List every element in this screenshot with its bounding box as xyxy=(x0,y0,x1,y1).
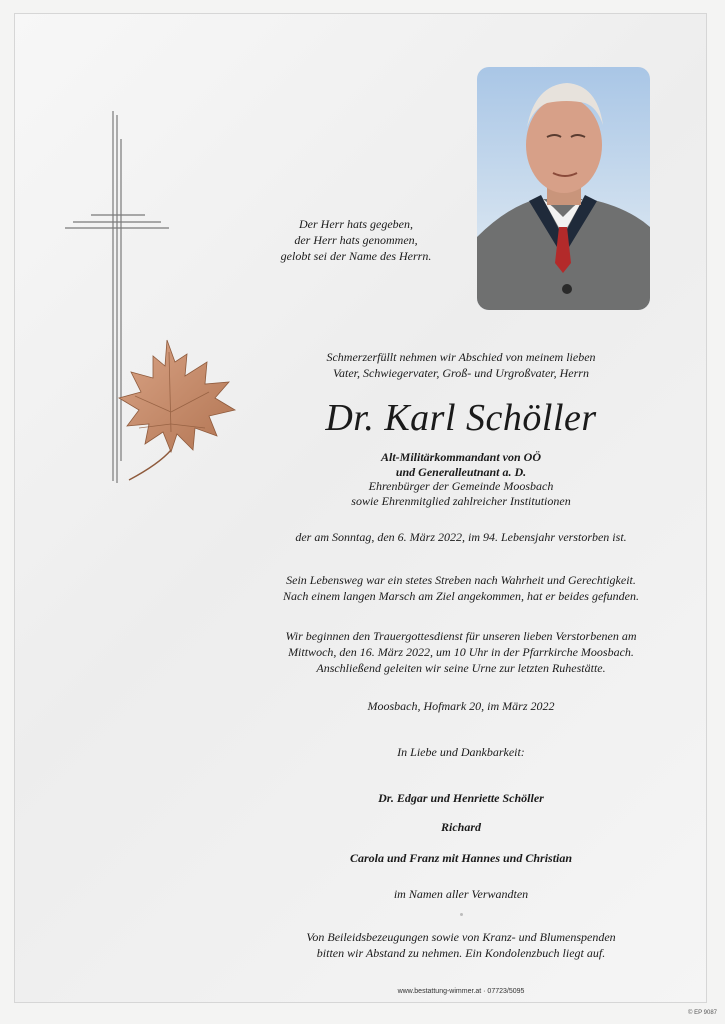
intro-line: Schmerzerfüllt nehmen wir Abschied von meinem lieben xyxy=(326,350,596,364)
scripture-verse xyxy=(231,216,481,264)
service-text xyxy=(251,628,671,676)
maple-leaf-icon xyxy=(109,332,245,482)
verse-line: Der Herr hats gegeben, xyxy=(299,217,413,231)
service-line: Mittwoch, den 16. März 2022, um 10 Uhr in der Pfarrkirche Moosbach. xyxy=(288,645,634,659)
family-member: Carola und Franz mit Hannes und Christian xyxy=(349,851,573,865)
condolence-line: Von Beileidsbezeugungen sowie von Kranz- und Blumenspenden xyxy=(306,930,616,944)
service-line: Anschließend geleiten wir seine Urne zur letzten Ruhestätte. xyxy=(316,661,606,675)
rank-line: und Generalleutnant a. D. xyxy=(395,464,527,479)
separator-dot xyxy=(460,913,463,916)
service-line: Wir beginnen den Trauergottesdienst für unseren lieben Verstorbenen am xyxy=(285,629,637,643)
name-text: Dr. Karl Schöller xyxy=(325,397,597,439)
honor-line: Ehrenbürger der Gemeinde Moosbach xyxy=(368,479,554,493)
titles-block xyxy=(251,450,671,508)
honor-line: sowie Ehrenmitglied zahlreicher Institutionen xyxy=(351,493,571,508)
place-date: Moosbach, Hofmark 20, im März 2022 xyxy=(367,699,555,713)
funeral-home-footer: www.bestattung-wimmer.at · 07723/5095 xyxy=(397,988,525,995)
intro-line: Vater, Schwiegervater, Groß- und Urgroßvater, Herrn xyxy=(333,366,589,380)
verse-line: gelobt sei der Name des Herrn. xyxy=(280,249,432,263)
portrait-photo xyxy=(477,67,650,310)
print-code: © EP 9087 xyxy=(688,1010,717,1016)
death-notice: der am Sonntag, den 6. März 2022, im 94. Lebensjahr verstorben ist. xyxy=(295,530,627,544)
relatives-line: im Namen aller Verwandten xyxy=(393,887,529,901)
condolence-line: bitten wir Abstand zu nehmen. Ein Kondolenzbuch liegt auf. xyxy=(316,946,606,960)
life-line: Sein Lebensweg war ein stetes Streben nach Wahrheit und Gerechtigkeit. xyxy=(286,573,636,587)
obituary-card xyxy=(14,13,707,1003)
life-text xyxy=(251,572,671,604)
life-line: Nach einem langen Marsch am Ziel angekommen, hat er beides gefunden. xyxy=(283,589,639,603)
intro-text xyxy=(251,349,671,381)
rank-line: Alt-Militärkommandant von OÖ xyxy=(380,450,542,464)
family-member: Dr. Edgar und Henriette Schöller xyxy=(378,791,544,805)
deceased-name xyxy=(251,394,671,442)
thanks-line: In Liebe und Dankbarkeit: xyxy=(397,745,525,759)
condolence-text xyxy=(251,929,671,961)
family-member: Richard xyxy=(440,820,481,834)
verse-line: der Herr hats genommen, xyxy=(294,233,418,247)
